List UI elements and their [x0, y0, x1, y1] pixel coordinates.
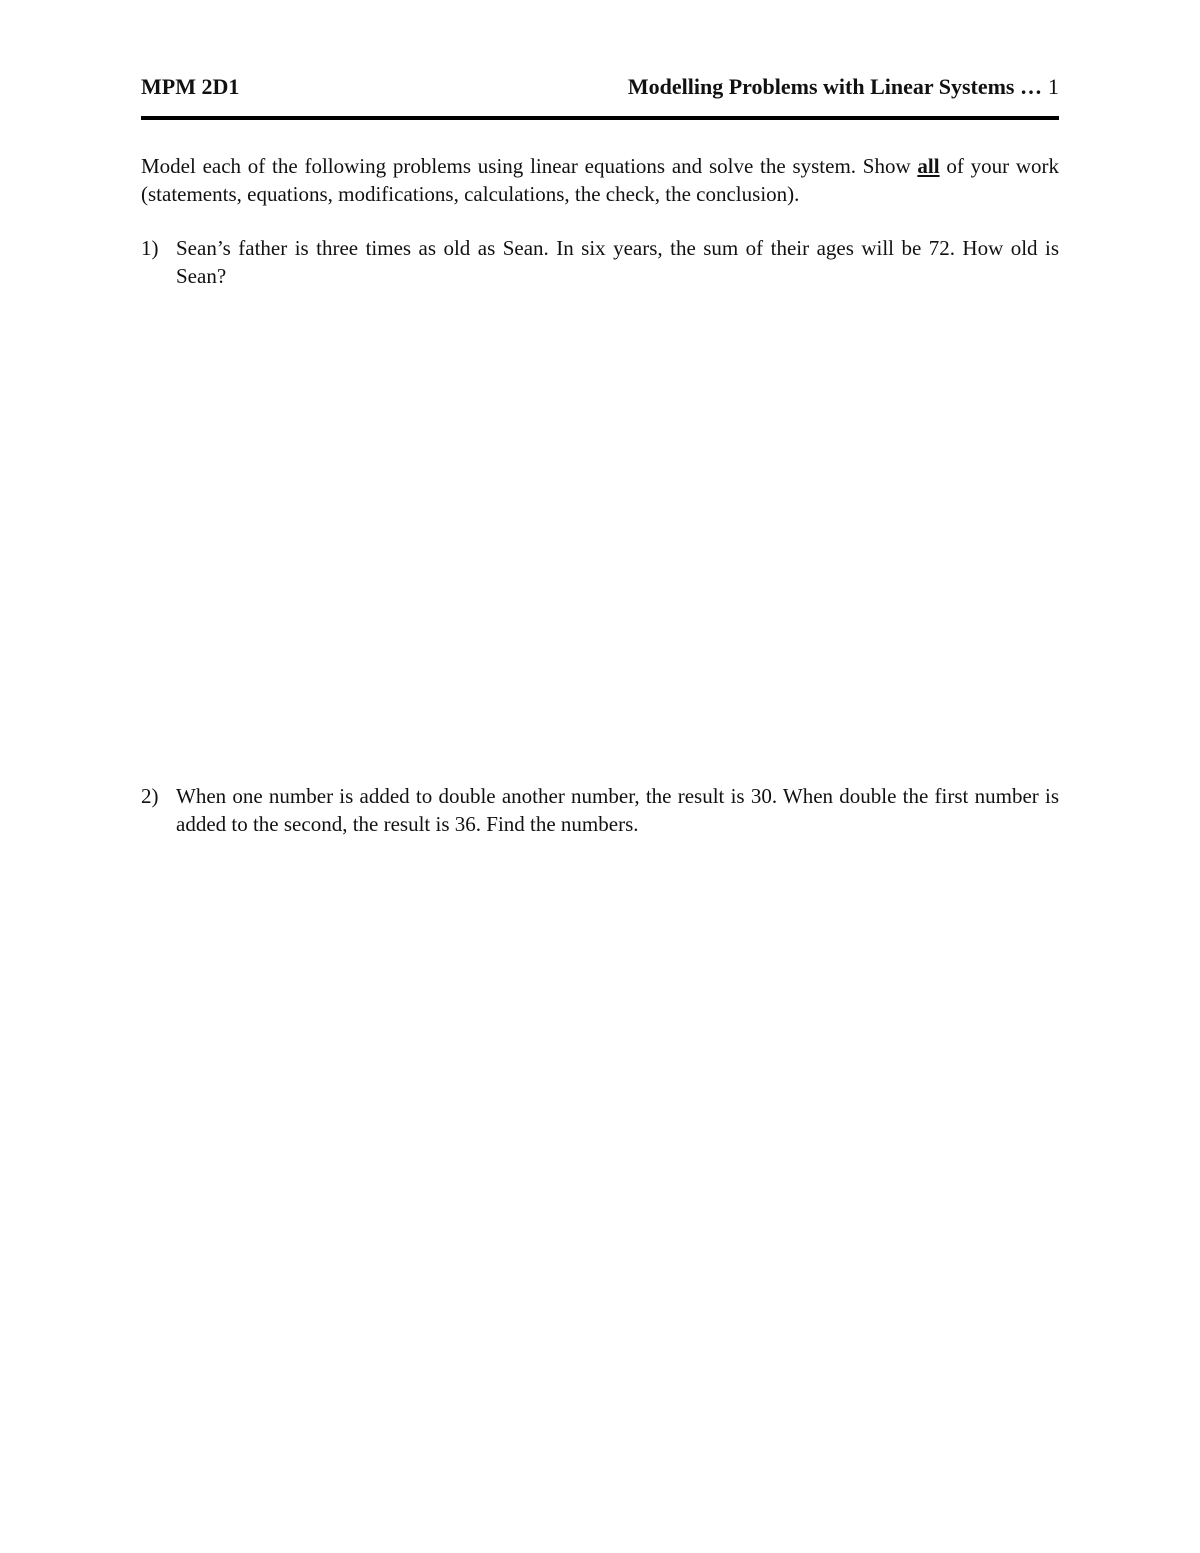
- problem-text: Sean’s father is three times as old as Sean. In six years, the sum of their ages will be 72. How old is Sean?: [176, 236, 1059, 288]
- worksheet-title: Modelling Problems with Linear Systems …: [627, 74, 1042, 99]
- header-right: [628, 72, 1059, 102]
- problem-number: 2): [141, 784, 159, 808]
- page-number: 1: [1048, 74, 1059, 99]
- instructions-text-before: Model each of the following problems using linear equations and solve the system. Show: [141, 154, 918, 178]
- problem-number: 1): [141, 236, 159, 260]
- instructions: [141, 152, 1059, 208]
- problem-1: [141, 234, 1059, 290]
- page-header: [141, 72, 1059, 104]
- instructions-text-after: of your work (statements, equations, modifications, calculations, the check, the conclusion).: [141, 154, 1059, 206]
- problem-text: When one number is added to double another number, the result is 30. When double the first number is added to the second, the result is 36. Find the numbers.: [176, 784, 1059, 836]
- header-divider: [141, 116, 1059, 120]
- course-code: MPM 2D1: [141, 74, 240, 99]
- instructions-emphasis: all: [917, 154, 940, 178]
- problem-2: [141, 782, 1059, 838]
